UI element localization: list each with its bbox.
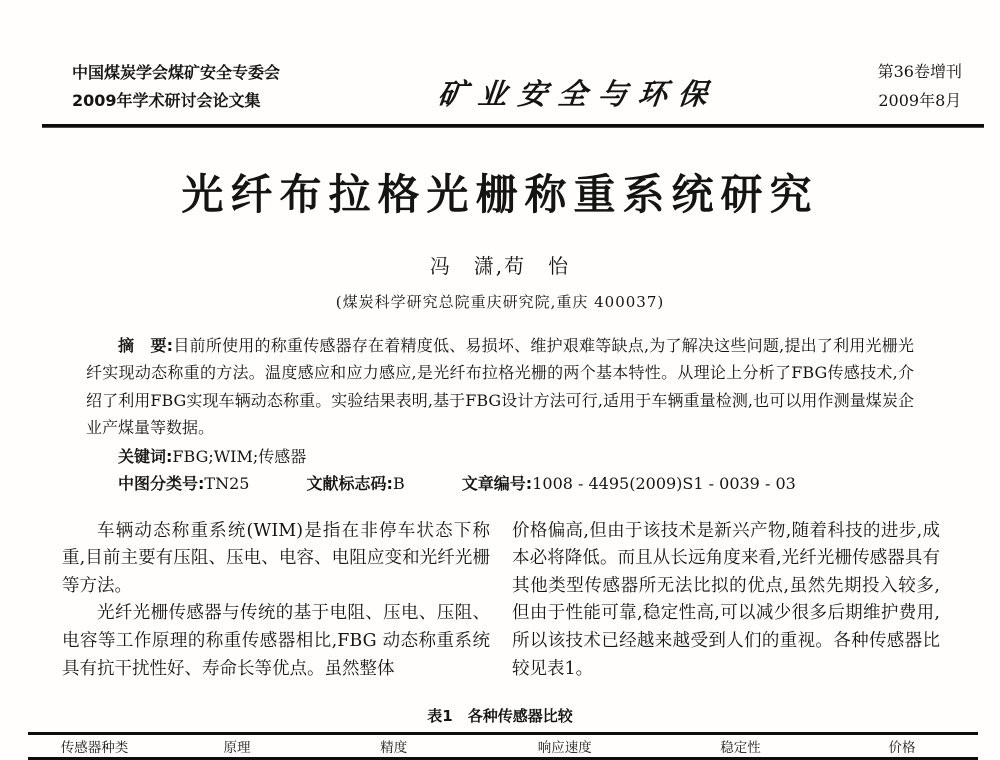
authors: 冯 潇,苟 怡 [429,253,571,278]
body-left-paragraph-2: 光纤光栅传感器与传统的基于电阻、压电、压阻、电容等工作原理的称重传感器相比,FBG 动态称重系统具有抗干扰性好、寿命长等优点。虽然整体 [62,603,490,679]
clc-item [118,474,249,493]
proceedings-info [72,59,280,114]
table1-header-sensor-type: 传感器种类 [60,740,129,756]
table1-caption: 表1 各种传感器比较 [427,707,573,725]
body-right-paragraph-1: 价格偏高,但由于该技术是新兴产物,随着科技的进步,成本必将降低。而且从长远角度来看,光纤光栅传感器具有其他类型传感器所无法比拟的优点,虽然先期投入较多,但由于性能可靠,稳定性高,可以减少很多后期维护费用,所以该技术已经越来越受到人们的重视。各种传感器比较见表1。 [512,520,940,679]
issue-volume: 第36卷增刊 [877,62,962,81]
proceedings-line1: 中国煤炭学会煤矿安全专委会 [72,63,281,83]
article-no-value: 1008 - 4495(2009)S1 - 0039 - 03 [532,474,796,494]
article-no-label: 文章编号: [461,474,533,494]
running-head [0,0,1000,116]
abstract-label: 摘 要: [118,335,174,355]
article-no-item [462,474,796,493]
doc-code-value: B [392,474,405,494]
header-divider-rule [42,124,984,128]
doc-code-item [307,474,405,493]
body-right-column [512,518,940,684]
table1-header-precision: 精度 [380,740,408,756]
table1-header-row [28,735,978,760]
clc-label: 中图分类号: [118,474,205,494]
doc-code-label: 文献标志码: [306,474,393,494]
issue-date: 2009年8月 [878,90,962,110]
body-columns [62,518,940,684]
abstract-text: 目前所使用的称重传感器存在着精度低、易损坏、维护艰难等缺点,为了解决这些问题,提出了利用光栅光纤实现动态称重的方法。温度感应和应力感应,是光纤布拉格光栅的两个基本特性。从理论上分析了FBG传感技术,介绍了利用FBG实现车辆动态称重。实验结果表明,基于FBG设计方法可行,适用于车辆重量检测,也可以用作测量煤炭企业产煤量等数据。 [86,335,914,438]
table1-header-principle: 原理 [223,740,251,756]
body-left-column [62,518,490,684]
keywords-value: FBG;WIM;传感器 [172,446,307,466]
journal-name: 矿业安全与环保 [436,77,720,112]
clc-value: TN25 [204,474,250,494]
meta-line [86,470,914,498]
abstract-paragraph [86,332,914,442]
issue-info [878,58,962,116]
table1-header-stability: 稳定性 [720,740,761,756]
proceedings-line2: 2009年学术研讨会论文集 [72,90,261,110]
table1-block [0,705,1000,760]
article-title: 光纤布拉格光栅称重系统研究 [181,169,819,219]
body-left-paragraph-1: 车辆动态称重系统(WIM)是指在非停车状态下称重,目前主要有压阻、压电、电容、电阻应变和光纤光栅等方法。 [62,520,490,596]
table1-header-response-speed: 响应速度 [537,740,592,756]
table1-header-price: 价格 [888,740,916,756]
affiliation: (煤炭科学研究总院重庆研究院,重庆 400037) [335,292,665,311]
keywords-line [86,443,914,471]
keywords-label: 关键词: [118,446,173,466]
